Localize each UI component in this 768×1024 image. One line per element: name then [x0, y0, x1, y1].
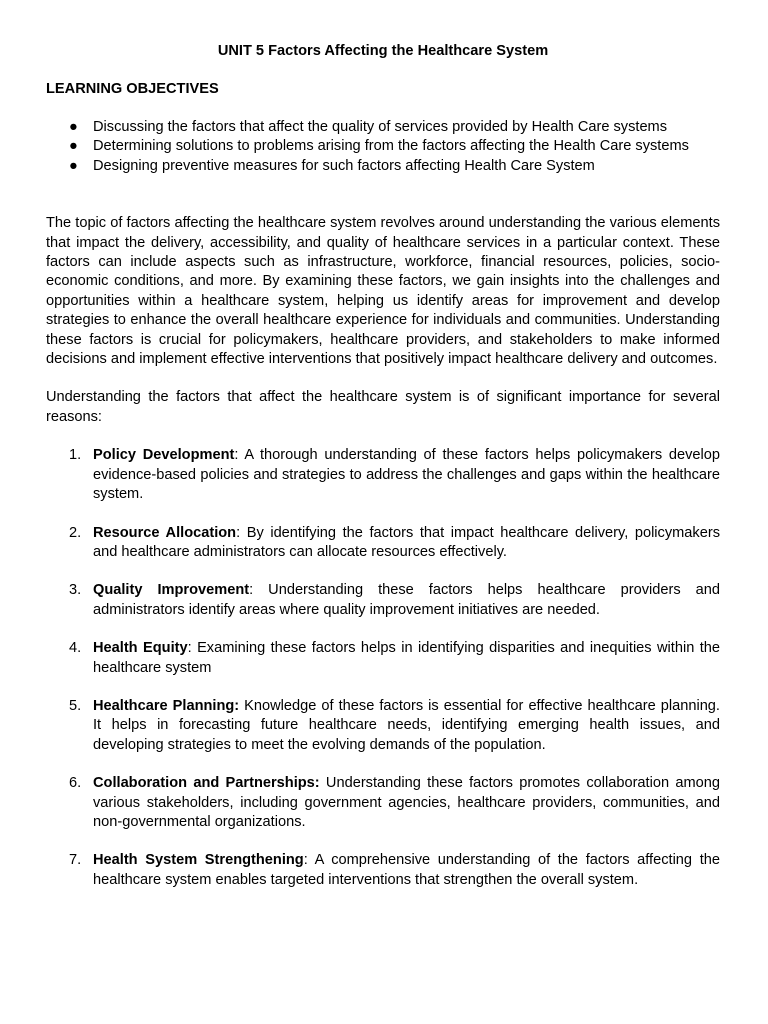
- reason-separator: :: [249, 582, 254, 599]
- reason-text: By identifying the factors that impact healthcare delivery, policymakers and healthcare administrators can allocate resources effectively.: [93, 524, 720, 560]
- document-page: [46, 42, 720, 909]
- reason-text: Knowledge of these factors is essential for effective healthcare planning. It helps in forecasting future healthcare needs, identifying emerging health issues, and developing strategies to meet the evolving demands of the population.: [93, 697, 720, 753]
- reason-text: A thorough understanding of these factors helps policymakers develop evidence-based policies and strategies to address the challenges and gaps within the healthcare system.: [93, 447, 720, 503]
- reason-item: [46, 581, 720, 620]
- bullet-icon: ●: [69, 157, 78, 174]
- bullet-icon: ●: [69, 119, 78, 135]
- reason-text: Understanding these factors promotes collaboration among various stakeholders, including government agencies, healthcare providers, communities, and non-governmental organizations.: [93, 775, 720, 830]
- bullet-icon: ●: [69, 138, 78, 155]
- reason-separator: :: [234, 447, 239, 464]
- reason-term: Health Equity: [93, 640, 188, 657]
- objective-text: Determining solutions to problems arising from the factors affecting the Health Care systems: [93, 138, 689, 155]
- reason-term: Resource Allocation: [93, 524, 237, 541]
- reason-number: 1.: [69, 447, 82, 464]
- objective-item: [46, 118, 720, 137]
- reasons-paragraph: Understanding the factors that affect the healthcare system is of significant importance for several reasons:: [46, 389, 720, 425]
- reason-term: Healthcare Planning:: [93, 697, 240, 714]
- objective-text: Designing preventive measures for such factors affecting Health Care System: [93, 157, 595, 174]
- document-title: UNIT 5 Factors Affecting the Healthcare System: [217, 43, 549, 59]
- reason-item: [46, 851, 720, 890]
- reason-text: Understanding these factors helps healthcare providers and administrators identify areas where quality improvement initiatives are needed.: [93, 582, 720, 618]
- objective-text: Discussing the factors that affect the quality of services provided by Health Care systems: [93, 119, 668, 135]
- reason-number: 3.: [69, 582, 82, 599]
- reason-term: Policy Development: [93, 447, 235, 464]
- reason-number: 6.: [69, 775, 82, 792]
- reason-number: 5.: [69, 697, 82, 714]
- reason-term: Health System Strengthening: [93, 852, 304, 869]
- reason-number: 2.: [69, 524, 82, 541]
- reason-text: Examining these factors helps in identifying disparities and inequities within the healthcare system: [93, 640, 720, 676]
- objectives-list: [46, 118, 720, 176]
- reason-text: A comprehensive understanding of the factors affecting the healthcare system enables targeted interventions that strengthen the overall system.: [93, 852, 720, 888]
- learning-objectives-heading: LEARNING OBJECTIVES: [46, 81, 219, 97]
- reason-number: 4.: [69, 640, 82, 657]
- reasons-list: [46, 446, 720, 890]
- reason-item: [46, 639, 720, 678]
- objective-item: [46, 157, 720, 176]
- reason-item: [46, 697, 720, 755]
- reason-number: 7.: [69, 852, 82, 869]
- reason-term: Collaboration and Partnerships:: [93, 775, 320, 792]
- intro-paragraph: The topic of factors affecting the healthcare system revolves around understanding the various elements that impact the delivery, accessibility, and quality of healthcare services in a particular context. These factors can include aspects such as infrastructure, workforce, financial resources, policies, socio-economic conditions, and more. By examining these factors, we gain insights into the challenges and opportunities within a healthcare system, helping us identify areas for improvement and develop strategies to enhance the overall healthcare experience for individuals and communities. Understanding these factors is crucial for policymakers, healthcare providers, and stakeholders to make informed decisions and implement effective interventions that positively impact healthcare delivery and outcomes.: [46, 215, 720, 368]
- reason-item: [46, 524, 720, 563]
- reason-item: [46, 774, 720, 832]
- reason-separator: :: [303, 852, 308, 869]
- reason-separator: :: [187, 640, 192, 657]
- objective-item: [46, 137, 720, 156]
- reason-item: [46, 446, 720, 504]
- reason-separator: :: [236, 524, 241, 541]
- reason-term: Quality Improvement: [93, 582, 250, 599]
